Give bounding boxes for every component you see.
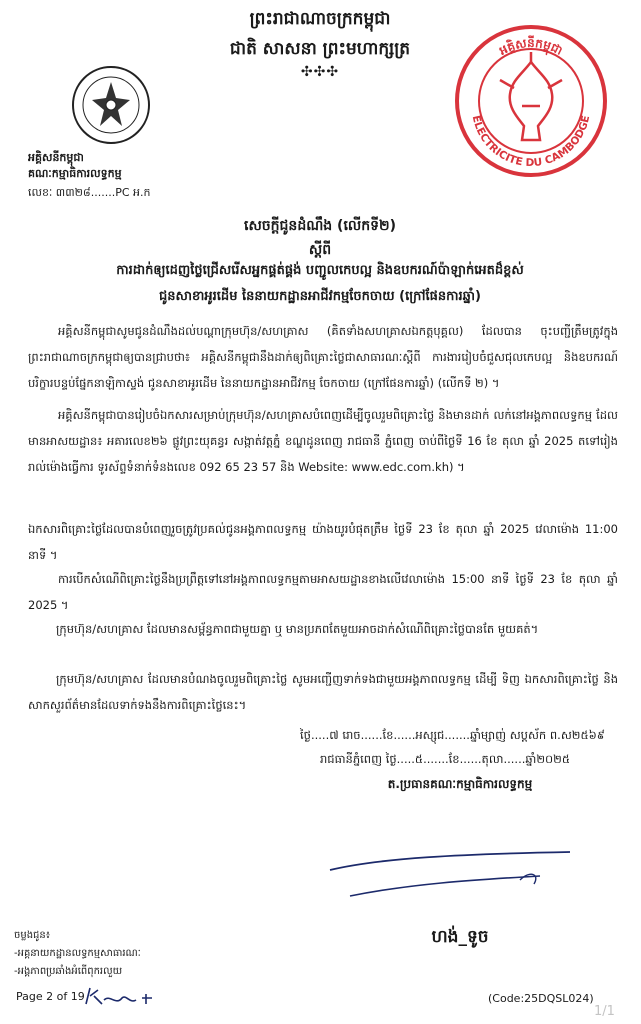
distribution-item: -អគ្គនាយកដ្ឋានលទ្ធកម្មសាធារណៈ [14, 948, 141, 959]
handwritten-signature-icon [320, 840, 580, 910]
body-paragraph-5: ក្រុមហ៊ុន/សហគ្រាស ដែលមានសម្ព័ន្ធភាពជាមួយគ្នា ឬ មានប្រភពតែមួយអាចដាក់សំណើពិគ្រោះថ្លៃបានតែ មួយគត់។ [56, 622, 539, 636]
seal-bottom-text: ELECTRICITE DU CAMBODGE [469, 114, 593, 170]
signer-name: ហង់_ទូច [431, 927, 489, 947]
initials-signature-icon [82, 984, 162, 1010]
body-paragraph-1: អគ្គិសនីកម្ពុជាសូមជូនដំណឹងដល់បណ្តាក្រុមហ៊ុន/សហគ្រាស (គិតទាំងសហគ្រាសឯកត្តបុគ្គល) ដែលបាន ចុះបញ្ជីត្រឹមត្រូវក្នុងព្រះរាជាណាចក្រកម្ពុជាឲ្យបានជ្រាបថា៖ អគ្គិសនីកម្ពុជានឹងដាក់ឲ្យពិគ្រោះថ្លៃជាសាធារណៈស្តីពី ការងាររៀបចំជួសជុលកេបល្អ និងឧបករណ៍បរិក្ខារបន្ទប់ផ្នែកនាឡិកាស្ទង់ ជូនសាខាអូរដើម នៃនាយកដ្ឋានអាជីវកម្ម ចែកចាយ (ក្រៅផែនការឆ្នាំ) (លើកទី ២) ។ [28, 324, 618, 390]
document-code: (Code:25DQSL024) [488, 992, 594, 1005]
edc-logo-icon [70, 64, 152, 146]
notice-subject-line2: ជូនសាខាអូរដើម នៃនាយកដ្ឋានអាជីវកម្មចែកចាយ (ក្រៅផែនការឆ្នាំ) [159, 289, 481, 304]
lunar-date: ថ្ងៃ.....៧ រោច......ខែ......អស្សុជ.......ឆ្នាំម្សាញ់ សប្តស័ក ព.ស២៥៦៩ [300, 728, 605, 742]
body-paragraph-2: អគ្គិសនីកម្ពុជាបានរៀបចំឯកសារសម្រាប់ក្រុមហ៊ុន/សហគ្រាសបំពេញដើម្បីចូលរួមពិគ្រោះថ្លៃ និងមានដាក់ លក់នៅអង្គភាពលទ្ធកម្ម ដែលមានអាសយដ្ឋាន៖ អគារលេខ២៦ ផ្លូវព្រះយុគន្ធរ សង្កាត់វត្តភ្នំ ខណ្ឌដូនពេញ រាជធានី ភ្នំពេញ ចាប់ពីថ្ងៃទី 16 ខែ តុលា ឆ្នាំ 2025 តទៅរៀងរាល់ម៉ោងធ្វើការ ទូរស័ព្ទទំនាក់ទំនងលេខ 092 65 23 57 និង Website: www.edc.com.kh) ។ [28, 408, 618, 474]
body-paragraph-3: ឯកសារពិគ្រោះថ្លៃដែលបានបំពេញរួចត្រូវប្រគល់ជូនអង្គភាពលទ្ធកម្ម យ៉ាងយូរបំផុតត្រឹម ថ្ងៃទី 23 ខែ តុលា ឆ្នាំ 2025 វេលាម៉ោង 11:00 នាទី ។ [28, 522, 618, 562]
official-seal-icon [452, 22, 610, 180]
viewer-page-indicator: 1/1 [594, 1004, 615, 1019]
signer-title: ត.ប្រធានគណៈកម្មាធិការលទ្ធកម្ម [387, 777, 533, 791]
page-number: Page 2 of 19 [16, 990, 85, 1003]
solar-date: រាជធានីភ្នំពេញ ថ្ងៃ.....៥.......ខែ......តុលា......ឆ្នាំ២០២៥ [320, 752, 571, 766]
body-paragraph-4: ការបើកសំណើពិគ្រោះថ្លៃនឹងប្រព្រឹត្តទៅនៅអង្គភាពលទ្ធកម្មតាមអាសយដ្ឋានខាងលើវេលាម៉ោង 15:00 នាទី ថ្ងៃទី 23 ខែ តុលា ឆ្នាំ 2025 ។ [28, 572, 618, 612]
distribution-heading: ចម្លងជូន៖ [14, 930, 51, 941]
distribution-item: -អង្គភាពប្រឆាំងអំពើពុករលួយ [14, 966, 123, 977]
kingdom-heading: ព្រះរាជាណាចក្រកម្ពុជា [249, 9, 391, 29]
header-ornament: ✣✣✣ [300, 64, 340, 80]
seal-top-text: អគ្គិសនីកម្ពុជា [496, 36, 565, 58]
organization-block [28, 150, 228, 182]
notice-subject-label: ស្តីពី [308, 242, 332, 258]
national-motto: ជាតិ សាសនា ព្រះមហាក្សត្រ [229, 39, 411, 59]
organization-name: អគ្គិសនីកម្ពុជា [28, 151, 84, 164]
notice-title: សេចក្តីជូនដំណឹង (លើកទី២) [244, 218, 396, 234]
reference-number: លេខៈ ៣៣២៨.......PC អ.ក [28, 186, 151, 199]
notice-subject-line1: ការដាក់ឲ្យដេញថ្លៃជ្រើសរើសអ្នកផ្គត់ផ្គង់ បញ្ជូលកេបល្អ និងឧបករណ៍ប៉ាឡាក់អេតដ៏ខ្ពស់ [116, 263, 524, 278]
body-paragraph-6: ក្រុមហ៊ុន/សហគ្រាស ដែលមានបំណងចូលរួមពិគ្រោះថ្លៃ សូមអញ្ជើញទាក់ទងជាមួយអង្គភាពលទ្ធកម្ម ដើម្បី ទិញ ឯកសារពិគ្រោះថ្លៃ និងសាកសួរព័ត៌មានដែលទាក់ទងនឹងការពិគ្រោះថ្លៃនេះ។ [28, 672, 618, 712]
procurement-committee: គណៈកម្មាធិការលទ្ធកម្ម [28, 167, 122, 180]
